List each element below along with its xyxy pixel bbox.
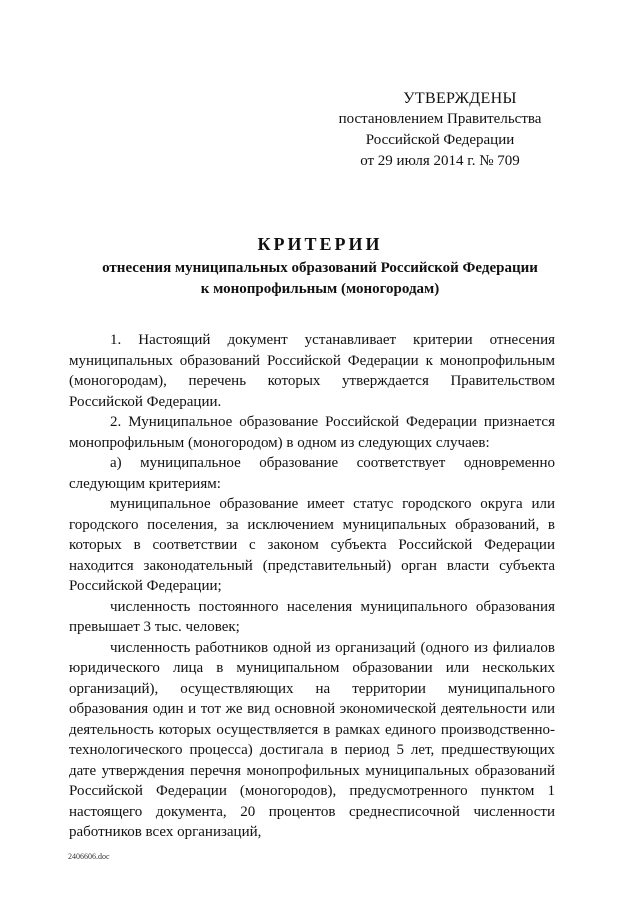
approval-line-3: от 29 июля 2014 г. № 709 (360, 153, 520, 169)
criterion-status: муниципальное образование имеет статус городского округа или городского поселения, за исключением муниципальных образований, в которых в соответствии с законом субъекта Российской Федерации находится законодательный (представительный) орган власти субъекта Российской Федерации; (69, 496, 555, 594)
approval-stamp (330, 88, 550, 172)
title-subtitle-line-1: отнесения муниципальных образований Российской Федерации (102, 260, 538, 276)
paragraph-2a: а) муниципальное образование соответствует одновременно следующим критериям: (69, 455, 555, 492)
approval-heading: УТВЕРЖДЕНЫ (403, 90, 517, 107)
criterion-employment: численность работников одной из организаций (одного из филиалов юридического лица в муниципальном образовании или нескольких организаций), осуществляющих на территории муниципального образования один и тот же вид основной экономической деятельности или деятельность которых осуществляется в рамках единого производственно-технологического процесса) достигала в период 5 лет, предшествующих дате утверждения перечня монопрофильных муниципальных образований Российской Федерации (моногородов), предусмотренного пунктом 1 настоящего документа, 20 процентов среднесписочной численности работников всех организаций, (69, 639, 555, 840)
paragraph-2: 2. Муниципальное образование Российской Федерации признается монопрофильным (моногородом) в одном из следующих случаев: (69, 414, 555, 451)
approval-line-1: постановлением Правительства (338, 111, 542, 127)
paragraph-1: 1. Настоящий документ устанавливает критерии отнесения муниципальных образований Российской Федерации к монопрофильным (моногородам), перечень которых утверждается Правительством Российской Федерации. (69, 332, 555, 410)
title-main: КРИТЕРИИ (257, 234, 383, 254)
document-title (60, 232, 580, 300)
footer-doc-id: 2406606.doc (68, 852, 110, 861)
criterion-population: численность постоянного населения муниципального образования превышает 3 тыс. человек; (69, 598, 555, 635)
title-subtitle-line-2: к монопрофильным (моногородам) (200, 281, 440, 297)
document-body (69, 330, 555, 843)
approval-line-2: Российской Федерации (365, 132, 515, 148)
